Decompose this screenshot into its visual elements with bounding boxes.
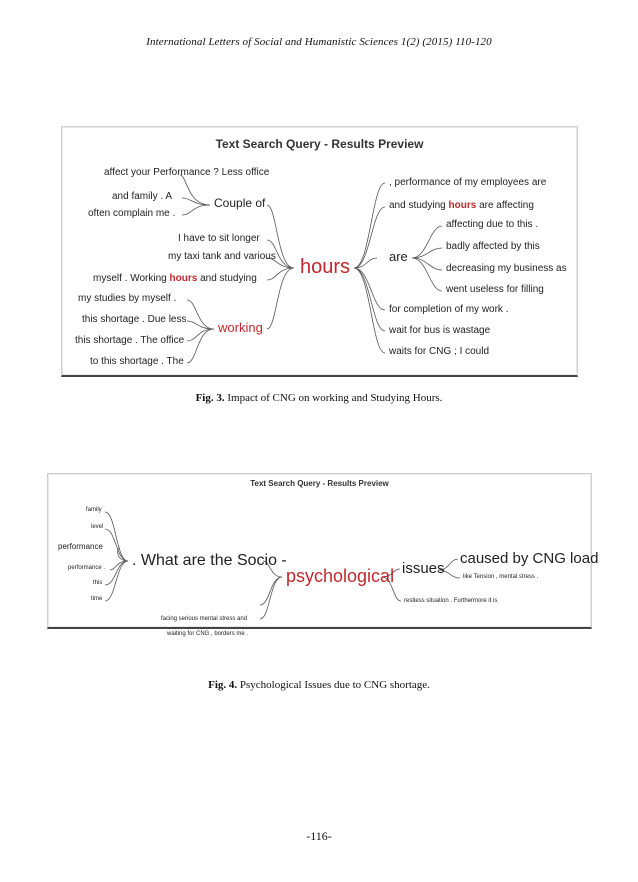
fig4-left-item: this [93, 580, 103, 586]
fig4-left-item: performance [58, 542, 103, 551]
figure-4-image [47, 473, 599, 637]
fig4-box-title: Text Search Query - Results Preview [250, 479, 389, 488]
fig3-right-item: affecting due to this . [446, 219, 539, 230]
fig3-left-item: to this shortage . The [90, 356, 184, 367]
fig3-are: are [389, 249, 408, 264]
fig4-center-psychological: psychological [286, 566, 395, 586]
fig3-working: working [218, 320, 263, 335]
fig3-right-item: wait for bus is wastage [389, 325, 491, 336]
fig4-right-item: like Tension , mental stress . [463, 574, 539, 580]
fig4-caused: caused by CNG load [460, 550, 599, 567]
fig3-left-item: my taxi tank and various [168, 251, 276, 262]
fig3-left-item: affect your Performance ? Less office [104, 167, 270, 178]
fig3-left-item: this shortage . The office [75, 335, 185, 346]
fig3-left-item: I have to sit longer [178, 233, 260, 244]
figure-4-caption: Fig. 4. Psychological Issues due to CNG shortage. [208, 679, 430, 691]
figure-3-image [61, 126, 578, 377]
fig3-left-item: my studies by myself . [78, 293, 177, 304]
fig3-right-item: for completion of my work . [389, 304, 509, 315]
fig4-question: . What are the Socio - [132, 552, 287, 569]
fig3-right-item: badly affected by this [446, 241, 540, 252]
figure-3-caption: Fig. 3. Impact of CNG on working and Studying Hours. [195, 392, 443, 404]
fig3-left-item: often complain me . [88, 208, 176, 219]
fig3-right-item: waits for CNG ; I could [389, 346, 490, 357]
fig3-left-item: this shortage . Due less [82, 314, 187, 325]
fig4-bottom-item: waiting for CNG , borders me . [167, 631, 249, 637]
fig3-couple-of: Couple of [214, 196, 266, 210]
running-header: International Letters of Social and Humanistic Sciences 1(2) (2015) 110-120 [146, 36, 492, 48]
fig3-left-item: and family . A [112, 191, 173, 202]
fig3-center-hours: hours [300, 256, 351, 278]
fig3-right-item: went useless for filling [446, 284, 544, 295]
fig3-right-item-hours: and studying hours are affecting [389, 200, 534, 211]
fig4-left-item: level [91, 524, 104, 530]
fig3-right-item: decreasing my business as [446, 263, 567, 274]
fig4-left-item: time [91, 596, 103, 602]
page-number: -116- [306, 829, 332, 843]
fig3-box-title: Text Search Query - Results Preview [215, 137, 424, 151]
fig4-issues: issues [402, 560, 445, 577]
fig4-left-item: performance . [68, 565, 106, 571]
fig4-bottom-item: facing serious mental stress and [161, 616, 248, 622]
fig4-left-item: family [86, 507, 102, 513]
fig3-right-item: , performance of my employees are [389, 177, 547, 188]
fig4-right-item: restless situation . Furthermore it is [404, 598, 498, 604]
fig3-left-item-hours: myself . Working hours and studying [93, 273, 257, 284]
